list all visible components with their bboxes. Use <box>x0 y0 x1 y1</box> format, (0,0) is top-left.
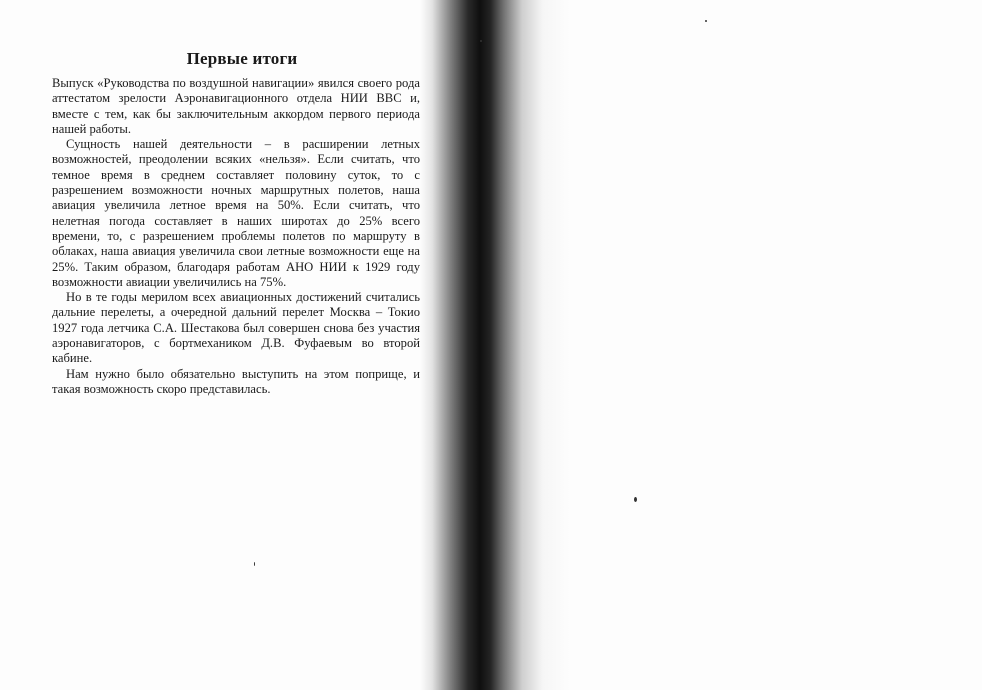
left-page <box>52 48 420 397</box>
book-gutter-shadow <box>420 0 570 690</box>
paragraph-2: Сущность нашей деятельности – в расширении летных возможностей, преодолении всяких «нельзя». Если считать, что темное время в среднем составляет половину суток, то с разрешением возможности ночных маршрутных полетов, наша авиация увеличила летное время на 50%. Если считать, что нелетная погода составляет в наших широтах до 25% всего времени, то, с разрешением проблемы полетов по маршруту в облаках, наша авиация увеличила свои летные возможности еще на 25%. Таким образом, благодаря работам АНО НИИ к 1929 году возможности авиации увеличились на 75%. <box>52 137 420 289</box>
chapter-heading: Первые итоги <box>186 49 298 68</box>
paragraph-3: Но в те годы мерилом всех авиационных достижений считались дальние перелеты, а очередной дальний перелет Москва – Токио 1927 года летчика С.А. Шестакова был совершен снова без участия аэронавигаторов, с бортмехаником Д.В. Фуфаевым во второй кабине. <box>52 290 420 366</box>
scan-speck <box>634 497 637 502</box>
scan-speck <box>480 40 482 42</box>
paragraph-4: Нам нужно было обязательно выступить на этом поприще, и такая возможность скоро представилась. <box>52 366 420 396</box>
paragraph-1: Выпуск «Руководства по воздушной навигации» явился своего рода аттестатом зрелости Аэронавигационного отдела НИИ ВВС и, вместе с тем, как бы заключительным аккордом первого периода нашей работы. <box>52 76 420 136</box>
scan-speck <box>705 20 707 22</box>
scan-speck <box>254 562 255 566</box>
